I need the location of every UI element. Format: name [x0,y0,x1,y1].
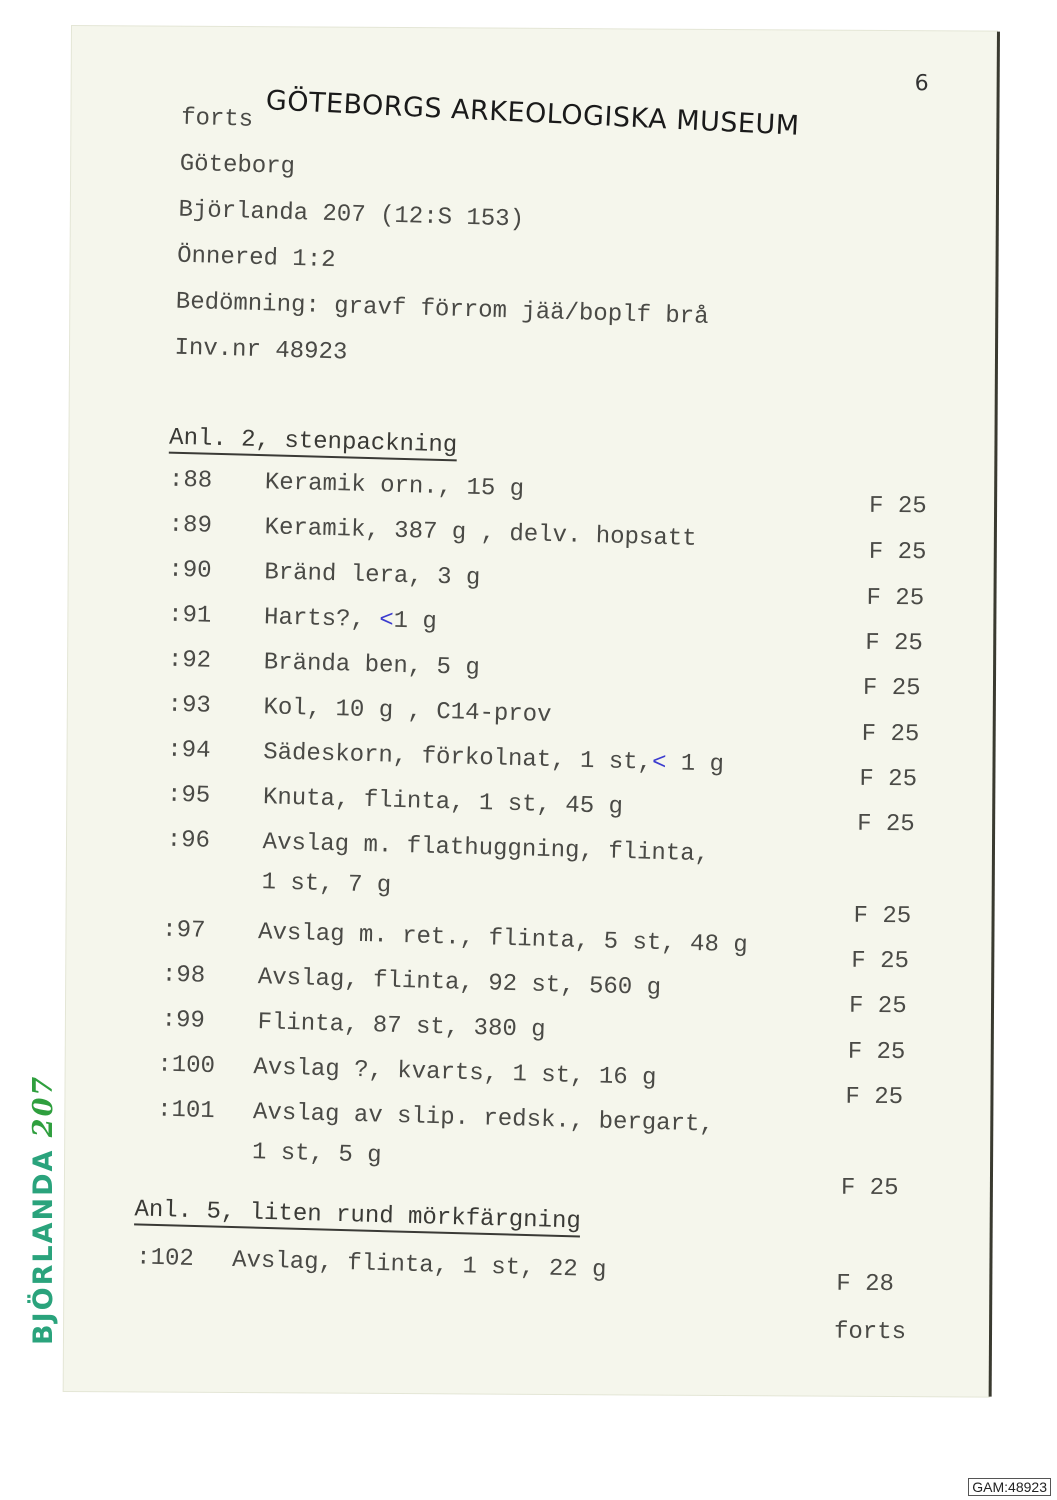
item-description: Bränd lera, 3 g [263,559,481,593]
item-number: :92 [167,646,212,675]
item-code: F 25 [848,992,907,1021]
item-description: Sädeskorn, förkolnat, 1 st,< 1 g [262,739,725,779]
stamp-handwritten-number: 207 [28,1074,59,1138]
section-title: Anl. 5, liten rund mörkfärgning [134,1196,582,1236]
site-name: Björlanda 207 (12:S 153) [178,196,525,234]
item-code: F 25 [857,810,915,839]
item-description: Avslag av slip. redsk., bergart, [252,1099,715,1139]
item-description: Keramik orn., 15 g [264,469,525,504]
item-code: F 25 [853,902,912,931]
item-number: :94 [166,736,211,765]
less-than-mark: < [651,749,667,778]
item-description: Knuta, flinta, 1 st, 45 g [262,784,624,821]
item-code: F 25 [868,492,927,521]
assessment: Bedömning: gravf förrom jää/boplf brå [175,288,709,331]
item-number: :90 [168,556,212,585]
item-description: Avslag, flinta, 92 st, 560 g [257,964,662,1003]
continued-label: forts [833,1318,907,1347]
item-number: :101 [156,1096,216,1126]
item-number: :95 [166,781,211,810]
item-code: F 28 [836,1270,895,1299]
less-than-mark: < [378,607,395,635]
item-description: Avslag ?, kvarts, 1 st, 16 g [252,1054,657,1093]
archive-id: GAM:48923 [968,1478,1051,1496]
inventory-number: Inv.nr 48923 [174,334,348,367]
item-description-cont: 1 st, 7 g [261,869,392,900]
item-number: :102 [135,1244,195,1273]
item-code: F 25 [845,1083,904,1112]
item-number: :91 [167,601,212,630]
item-number: :88 [168,466,213,495]
museum-header: GÖTEBORGS ARKEOLOGISKA MUSEUM [265,85,801,142]
item-code: F 25 [859,765,918,794]
item-code: F 25 [862,674,921,703]
catalogue-card [64,26,997,1397]
item-number: :97 [161,916,206,945]
item-description-cont: 1 st, 5 g [251,1139,382,1170]
item-code: F 25 [866,584,925,613]
page-number: 6 [914,71,929,97]
item-number: :100 [157,1051,216,1081]
item-description: Brända ben, 5 g [263,649,481,683]
item-code: F 25 [851,947,909,976]
item-description: Avslag m. flathuggning, flinta, [262,829,710,869]
item-description: Avslag, flinta, 1 st, 22 g [231,1247,607,1285]
item-description: Flinta, 87 st, 380 g [257,1009,546,1044]
item-number: :93 [167,691,212,720]
item-code: F 25 [847,1038,906,1067]
item-number: :96 [166,826,211,855]
farm-name: Önnered 1:2 [176,242,336,275]
item-description: Kol, 10 g , C14-prov [263,694,552,729]
section-title: Anl. 2, stenpackning [168,424,458,460]
city: Göteborg [179,150,296,181]
item-code: F 25 [865,629,923,658]
item-description: Keramik, 387 g , delv. hopsatt [264,514,697,553]
item-code: F 25 [840,1174,899,1203]
item-description: Avslag m. ret., flinta, 5 st, 48 g [257,919,749,960]
item-number: :98 [161,961,206,990]
site-stamp [28,1075,59,1345]
item-number: :99 [161,1006,206,1035]
item-code: F 25 [861,720,920,749]
item-number: :89 [168,511,213,540]
item-code: F 25 [868,538,927,567]
site-info [174,105,715,396]
item-description: Harts?, <1 g [263,604,438,636]
stamp-text: BJÖRLANDA [28,1148,59,1345]
forts-label: forts [180,104,254,134]
